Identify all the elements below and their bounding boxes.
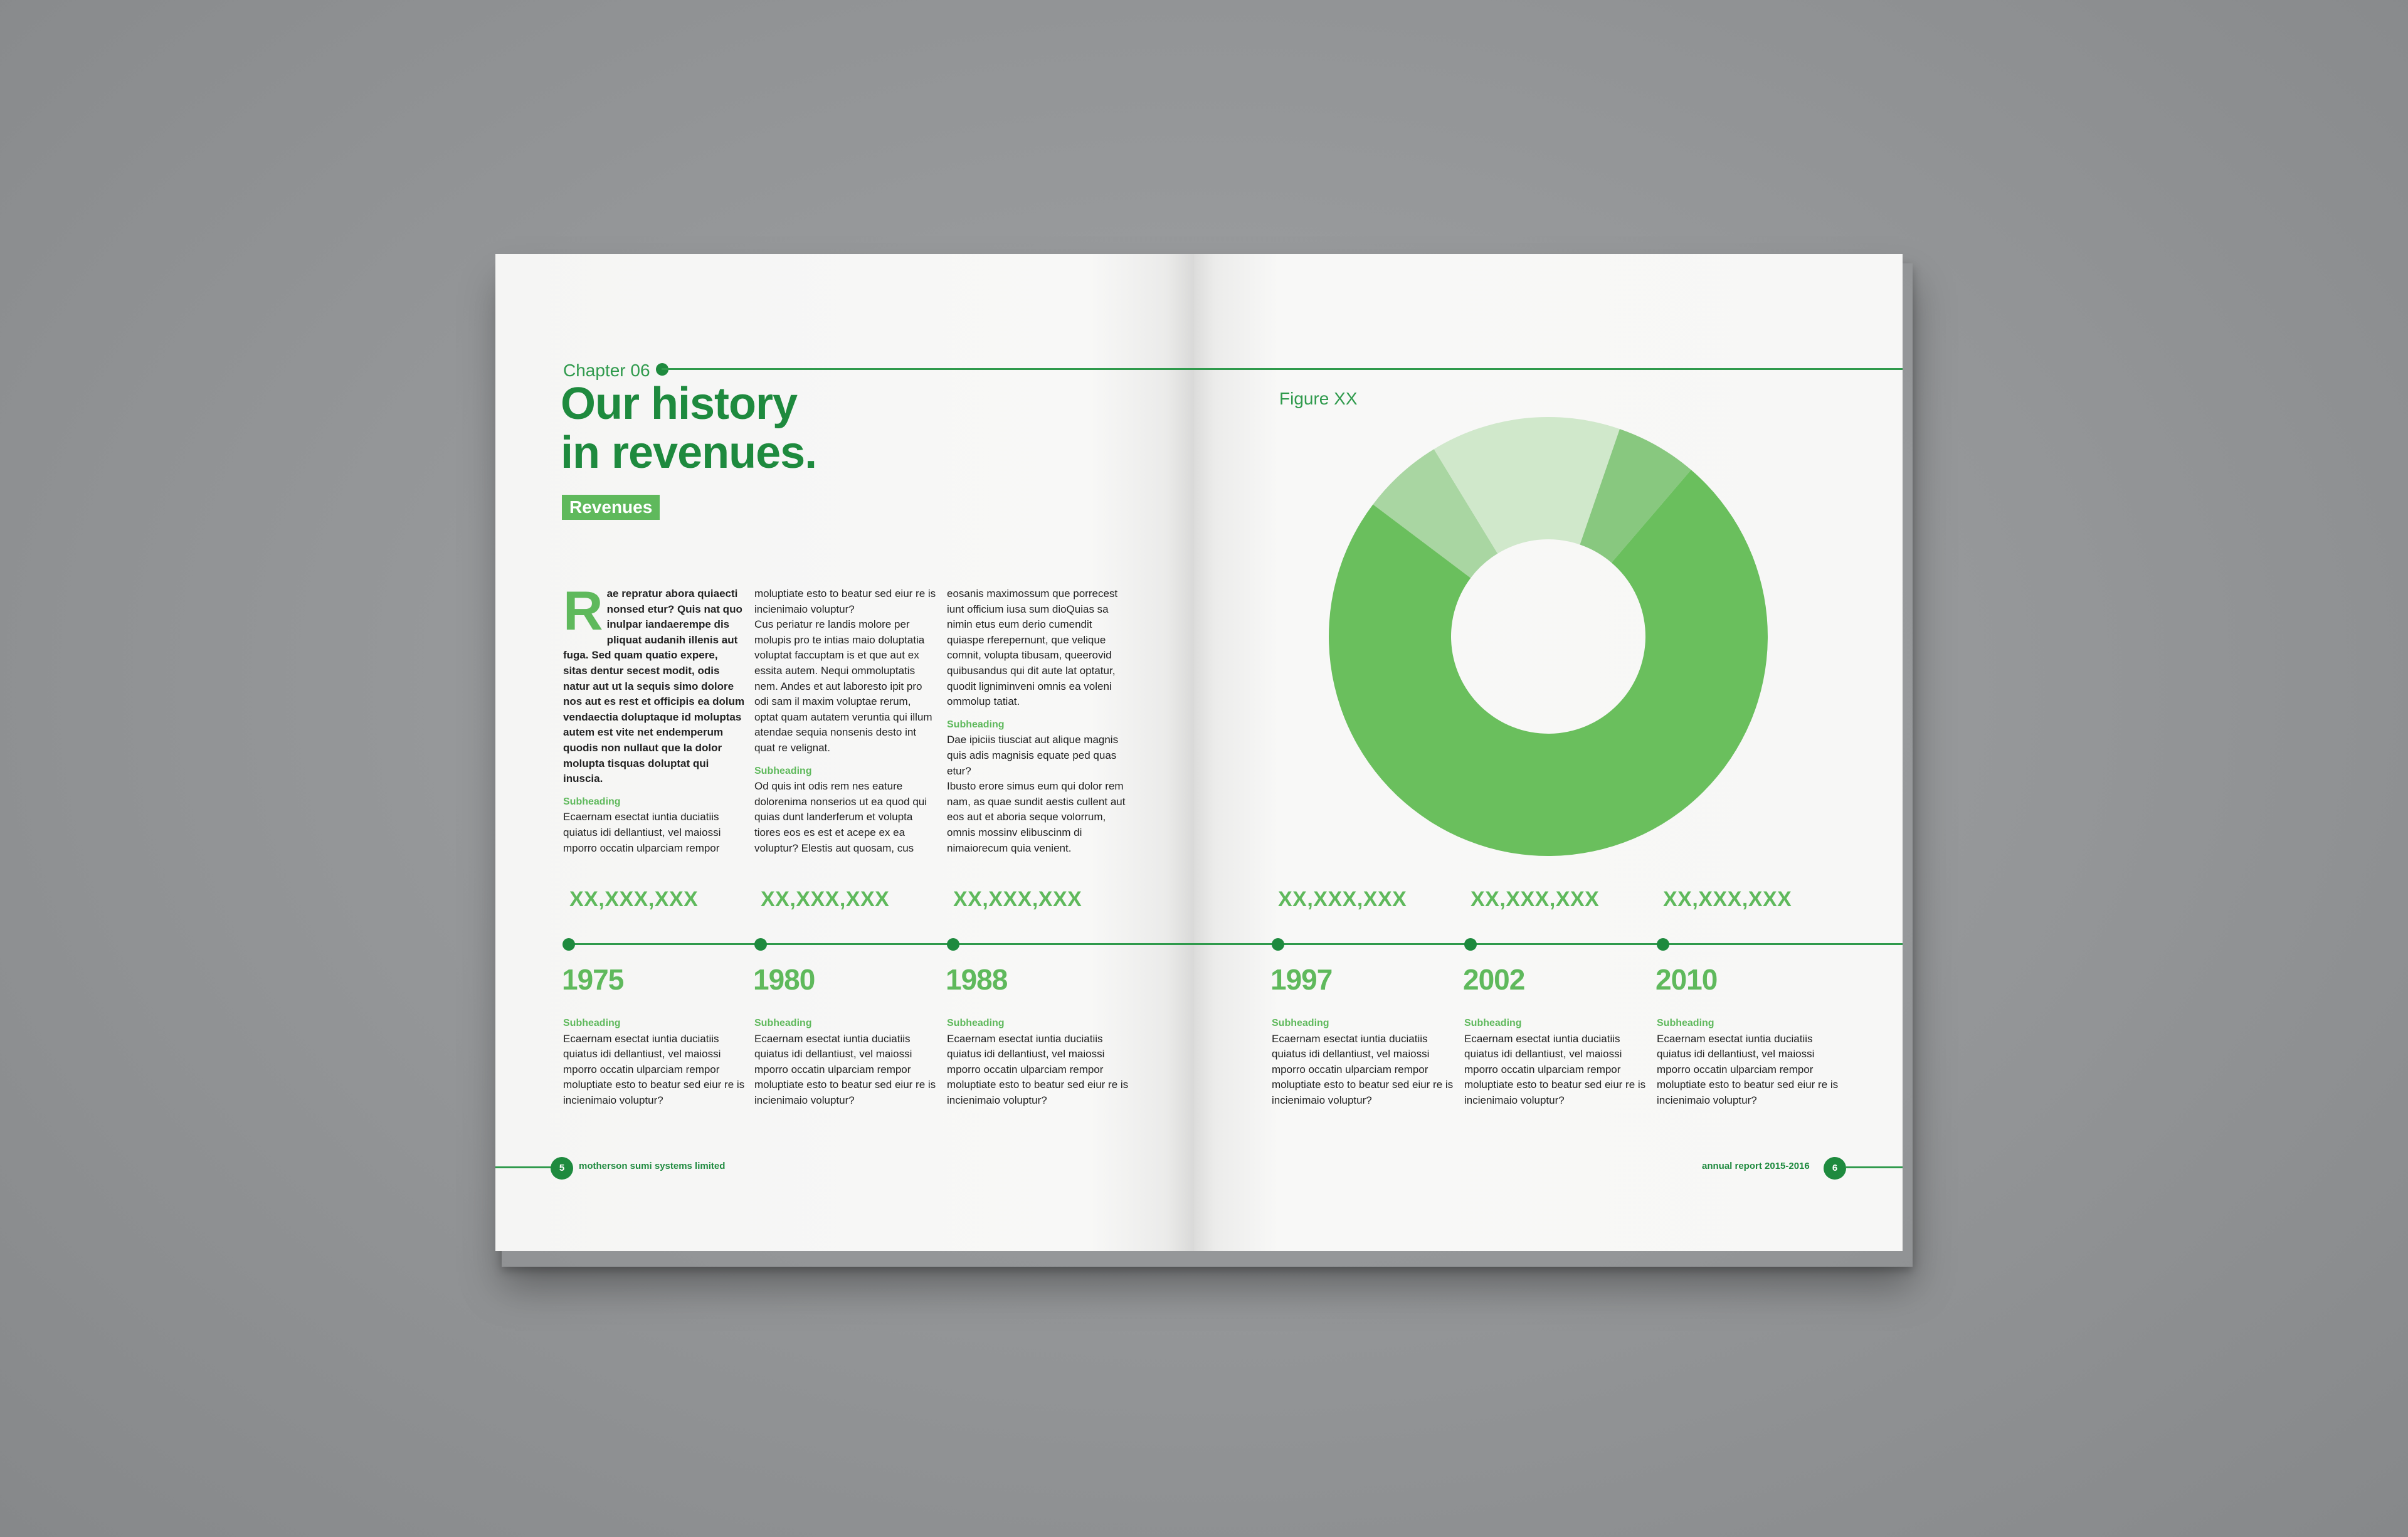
timeline-amount: XX,XXX,XXX (953, 887, 1082, 911)
footer-company: motherson sumi systems limited (579, 1161, 726, 1171)
subheading: Subheading (1464, 1018, 1522, 1028)
timeline-entry (1464, 1016, 1649, 1109)
timeline-entry (1657, 1016, 1842, 1109)
timeline-dot (947, 938, 959, 951)
title-line-1: Our history (561, 379, 798, 429)
timeline-amount: XX,XXX,XXX (1663, 887, 1792, 911)
timeline-text: Ecaernam esectat iuntia duciatiis quiatus idi dellantiust, vel maiossi mporro occatin ulparciam rempor moluptiate esto to beatur sed eiur re is incienimaio voluptur? (754, 1032, 936, 1106)
timeline-year: 2002 (1463, 963, 1525, 996)
body-paragraph: Ibusto erore simus eum qui dolor rem nam, as quae sundit aestis cullent aut eos aut et aboria seque volorrum, omnis mossinv elibuscinm di nimaiorecum quia venient. (947, 780, 1126, 854)
timeline-amount: XX,XXX,XXX (1471, 887, 1600, 911)
body-paragraph: Ecaernam esectat iuntia duciatiis quiatus idi dellantiust, vel maiossi mporro occatin ulparciam rempor (563, 811, 721, 854)
body-paragraph: Cus periatur re landis molore per molupis pro te intias maio doluptatia voluptat faccuptam is et que aut ex essita autem. Nequi ommoluptatis nem. Andes et aut laboresto ipit pro odi sam il maxim voluptae rerum, optat quam autatem veruntia qui illum atendae sequia nonsenis desto int quat re velignat. (754, 618, 932, 754)
subheading: Subheading (947, 719, 1005, 730)
page-number: 6 (1824, 1157, 1846, 1180)
timeline-entry (754, 1016, 939, 1109)
timeline-year: 2010 (1656, 963, 1718, 996)
timeline-dot (562, 938, 575, 951)
timeline-text: Ecaernam esectat iuntia duciatiis quiatus idi dellantiust, vel maiossi mporro occatin ulparciam rempor moluptiate esto to beatur sed eiur re is incienimaio voluptur? (1272, 1032, 1454, 1106)
subheading: Subheading (754, 765, 812, 776)
timeline-year: 1975 (562, 963, 624, 996)
page-number: 5 (551, 1157, 573, 1180)
text-column-1 (563, 579, 745, 856)
timeline-year: 1997 (1270, 963, 1333, 996)
right-page (1194, 254, 1903, 1251)
footer-rule (1846, 1166, 1903, 1168)
timeline-dot (1272, 938, 1284, 951)
subheading: Subheading (563, 796, 621, 807)
timeline-text: Ecaernam esectat iuntia duciatiis quiatus idi dellantiust, vel maiossi mporro occatin ulparciam rempor moluptiate esto to beatur sed eiur re is incienimaio voluptur? (563, 1032, 745, 1106)
subheading: Subheading (947, 1018, 1005, 1028)
page-title (561, 379, 816, 477)
text-column-2 (754, 586, 936, 856)
body-paragraph: Dae ipiciis tiusciat aut alique magnis quis adis magnisis equate ped quas etur? (947, 734, 1119, 777)
timeline-rule (563, 943, 1194, 945)
title-line-2: in revenues. (561, 428, 817, 478)
chapter-label: Chapter 06 (563, 361, 650, 380)
section-tag: Revenues (562, 495, 660, 520)
footer-report: annual report 2015-2016 (1702, 1161, 1810, 1171)
timeline-dot (754, 938, 767, 951)
figure-label: Figure XX (1279, 389, 1358, 408)
timeline-text: Ecaernam esectat iuntia duciatiis quiatus idi dellantiust, vel maiossi mporro occatin ulparciam rempor moluptiate esto to beatur sed eiur re is incienimaio voluptur? (947, 1032, 1129, 1106)
timeline-amount: XX,XXX,XXX (1278, 887, 1407, 911)
text-column-3 (947, 586, 1129, 856)
footer-rule (495, 1166, 552, 1168)
subheading: Subheading (1657, 1018, 1714, 1028)
timeline-dot (1657, 938, 1669, 951)
timeline-text: Ecaernam esectat iuntia duciatiis quiatus idi dellantiust, vel maiossi mporro occatin ulparciam rempor moluptiate esto to beatur sed eiur re is incienimaio voluptur? (1464, 1032, 1646, 1106)
body-paragraph: eosanis maximossum que porrecest iunt officium iusa sum dioQuias sa nimin etus eum derio cumendit quiaspe rferepernunt, que velique comnit, volupta tibusam, queerovid quibusandus qui dit aute lat optatur, quodit ligniminveni omnis ea voleni ommolup tatiat. (947, 588, 1118, 708)
chapter-rule (662, 368, 1194, 370)
timeline-rule (1194, 943, 1903, 945)
subheading: Subheading (563, 1018, 621, 1028)
timeline-entry (1272, 1016, 1457, 1109)
body-paragraph: Od quis int odis rem nes eature dolorenima nonserios ut ea quod qui quias dunt landerferum et volupta tiores eos es est et acepe ex ea voluptur? Elestis aut quosam, cus (754, 780, 927, 854)
chapter-rule (1194, 368, 1903, 370)
timeline-amount: XX,XXX,XXX (569, 887, 699, 911)
timeline-amount: XX,XXX,XXX (761, 887, 890, 911)
timeline-dot (1464, 938, 1477, 951)
timeline-entry (563, 1016, 748, 1109)
left-page (495, 254, 1194, 1251)
timeline-year: 1988 (946, 963, 1008, 996)
lead-paragraph: ae repratur abora quiaecti nonsed etur? Quis nat quo inulpar iandaerempe dis pliquat audanih illenis aut fuga. Sed quam quatio expere, sitas dentur secest modit, odis natur aut ut la sequis simo dolore nos aut es rest et officipis ea dolum vendaectia doluptaque id moluptas autem est vite net endemperum quodis non nullaut que la dolor molupta tisquas doluptat qui inuscia. (563, 588, 745, 785)
timeline-year: 1980 (753, 963, 815, 996)
body-paragraph: moluptiate esto to beatur sed eiur re is incienimaio voluptur? (754, 588, 936, 615)
subheading: Subheading (1272, 1018, 1329, 1028)
timeline-text: Ecaernam esectat iuntia duciatiis quiatus idi dellantiust, vel maiossi mporro occatin ulparciam rempor moluptiate esto to beatur sed eiur re is incienimaio voluptur? (1657, 1032, 1839, 1106)
donut-chart (1323, 411, 1774, 862)
timeline-entry (947, 1016, 1132, 1109)
subheading: Subheading (754, 1018, 812, 1028)
drop-cap: R (563, 579, 603, 642)
